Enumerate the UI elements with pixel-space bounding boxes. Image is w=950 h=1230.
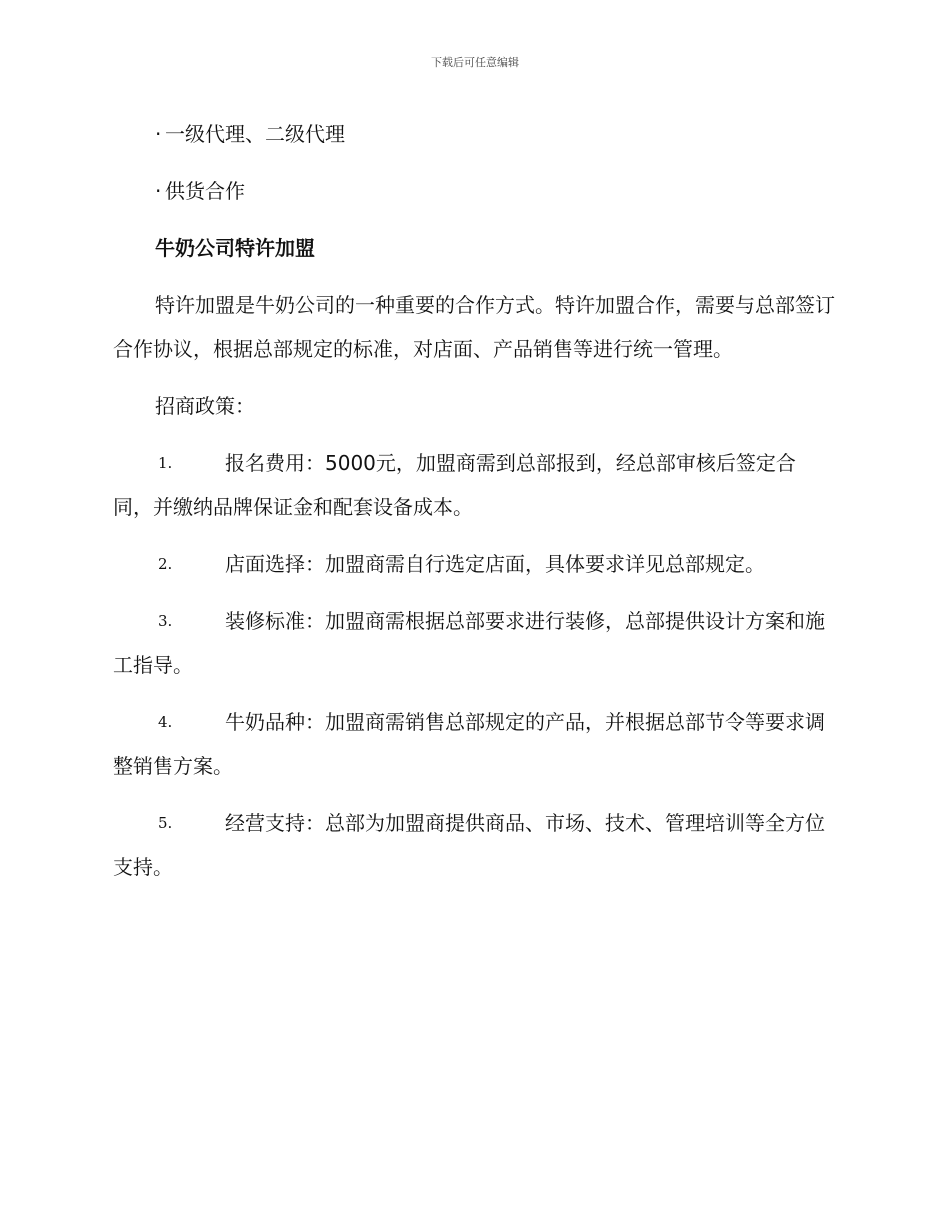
policy-item-number: 2. <box>158 555 173 573</box>
bullet-text: 一级代理、二级代理 <box>165 122 345 146</box>
policy-item <box>113 801 835 889</box>
bullet-text: 供货合作 <box>165 179 245 203</box>
policy-item <box>113 441 835 529</box>
header-note: 下载后可任意编辑 <box>431 56 519 69</box>
policy-item <box>113 599 835 687</box>
policy-item-number: 5. <box>158 814 173 832</box>
bullet-item <box>113 169 835 213</box>
policy-item <box>113 542 835 586</box>
policy-item-number: 3. <box>158 612 173 630</box>
policy-item-text: 经营支持：总部为加盟商提供商品、市场、技术、管理培训等全方位支持。 <box>113 811 825 879</box>
policy-item-text: 店面选择：加盟商需自行选定店面，具体要求详见总部规定。 <box>225 552 765 576</box>
section-title: 牛奶公司特许加盟 <box>155 236 315 260</box>
policy-item <box>113 700 835 788</box>
policy-item-number: 4. <box>158 713 173 731</box>
bullet-item <box>113 112 835 156</box>
document-body <box>113 112 835 902</box>
policy-item-text: 牛奶品种：加盟商需销售总部规定的产品，并根据总部节令等要求调整销售方案。 <box>113 710 825 778</box>
policy-label: 招商政策： <box>155 394 255 418</box>
policy-item-number: 1. <box>158 454 173 472</box>
intro-paragraph: 特许加盟是牛奶公司的一种重要的合作方式。特许加盟合作，需要与总部签订合作协议，根据总部规定的标准，对店面、产品销售等进行统一管理。 <box>113 293 835 361</box>
policy-item-text: 装修标准：加盟商需根据总部要求进行装修，总部提供设计方案和施工指导。 <box>113 609 825 677</box>
bullet-symbol: · <box>155 122 162 146</box>
bullet-symbol: · <box>155 179 162 203</box>
policy-item-text: 报名费用：5000元，加盟商需到总部报到，经总部审核后签定合同，并缴纳品牌保证金和配套设备成本。 <box>113 451 796 519</box>
